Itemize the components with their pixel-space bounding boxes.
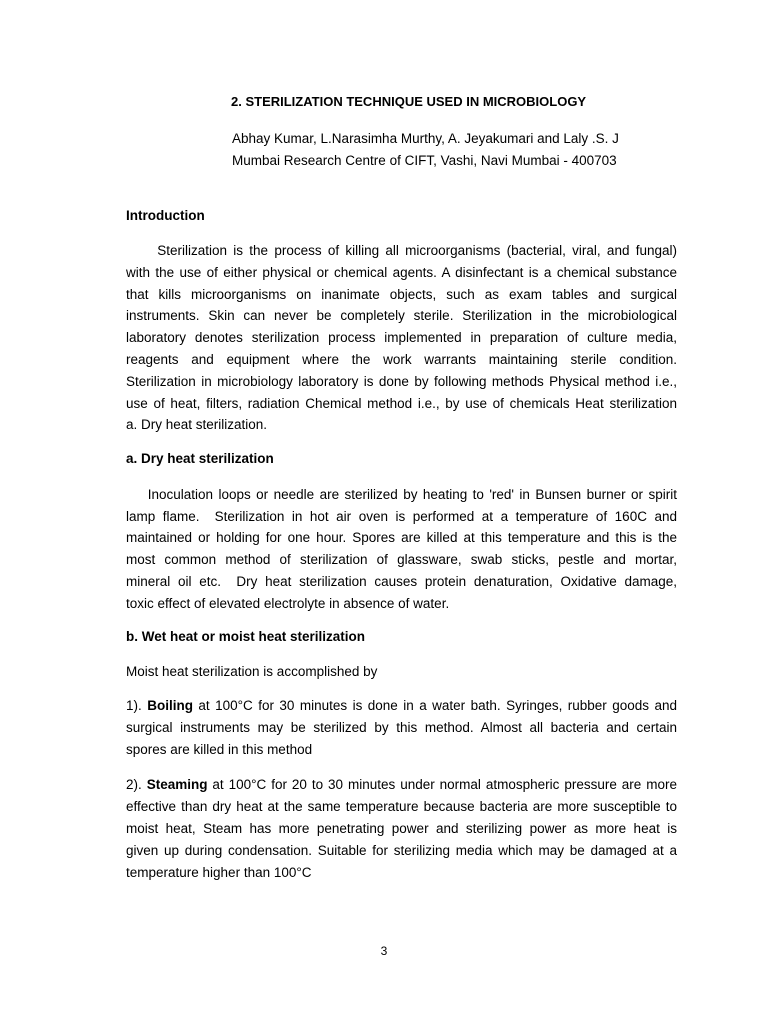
paragraph-line: a. Dry heat sterilization. — [126, 417, 268, 432]
paragraph-line: temperature higher than 100°C — [126, 865, 312, 880]
paragraph-line: toxic effect of elevated electrolyte in absence of water. — [126, 596, 450, 611]
paragraph-line: effective than dry heat at the same temperature because bacteria are more susceptible to — [126, 799, 677, 814]
paragraph-line: moist heat, Steam has more penetrating power and sterilizing power as more heat is — [126, 821, 677, 836]
authors-line: Abhay Kumar, L.Narasimha Murthy, A. Jeyakumari and Laly .S. J — [232, 131, 619, 146]
paragraph-line: Moist heat sterilization is accomplished by — [126, 664, 378, 679]
paragraph-line: maintained or holding for one hour. Spores are killed at this temperature and this is the — [126, 530, 677, 545]
paragraph-line: Inoculation loops or needle are sterilized by heating to 'red' in Bunsen burner or spirit — [126, 487, 677, 502]
introduction-heading: Introduction — [126, 208, 205, 223]
paragraph-line: that kills microorganisms on inanimate objects, such as exam tables and surgical — [126, 287, 677, 302]
paragraph-text: at 100°C for 20 to 30 minutes under normal atmospheric pressure are more — [207, 777, 677, 792]
list-number: 2). — [126, 777, 147, 792]
paragraph-line: most common method of sterilization of glassware, swab sticks, pestle and mortar, — [126, 552, 677, 567]
paragraph-line: Sterilization in microbiology laboratory is done by following methods Physical method i.e., — [126, 374, 677, 389]
paragraph-line: with the use of either physical or chemical agents. A disinfectant is a chemical substance — [126, 265, 677, 280]
paragraph-text: at 100°C for 30 minutes is done in a water bath. Syringes, rubber goods and — [192, 698, 677, 713]
paragraph-line: Sterilization is the process of killing all microorganisms (bacterial, viral, and fungal) — [126, 243, 677, 258]
paragraph-line: reagents and equipment where the work warrants maintaining sterile condition. — [126, 352, 677, 367]
page-number: 3 — [380, 944, 388, 958]
paragraph-line: given up during condensation. Suitable for sterilizing media which may be damaged at a — [126, 843, 677, 858]
boiling-term: Boiling — [147, 698, 193, 713]
affiliation-line: Mumbai Research Centre of CIFT, Vashi, Navi Mumbai - 400703 — [232, 153, 617, 168]
boiling-first-line — [126, 695, 677, 717]
paragraph-line: lamp flame. Sterilization in hot air oven is performed at a temperature of 160C and — [126, 509, 677, 524]
paragraph-line: instruments. Skin can never be completely sterile. Sterilization in the microbiological — [126, 308, 677, 323]
moist-heat-heading: b. Wet heat or moist heat sterilization — [126, 629, 366, 644]
list-number: 1). — [126, 698, 148, 713]
paragraph-line: surgical instruments may be sterilized by this method. Almost all bacteria and certain — [126, 720, 677, 735]
steaming-term: Steaming — [146, 777, 208, 792]
steaming-first-line — [126, 774, 677, 796]
dry-heat-heading: a. Dry heat sterilization — [126, 451, 274, 466]
document-title: 2. STERILIZATION TECHNIQUE USED IN MICROBIOLOGY — [231, 94, 587, 109]
paragraph-line: laboratory denotes sterilization process implemented in preparation of culture media, — [126, 330, 677, 345]
paragraph-line: spores are killed in this method — [126, 742, 313, 757]
paragraph-line: mineral oil etc. Dry heat sterilization causes protein denaturation, Oxidative damage, — [126, 574, 677, 589]
paragraph-line: use of heat, filters, radiation Chemical method i.e., by use of chemicals Heat sterilization — [126, 396, 677, 411]
